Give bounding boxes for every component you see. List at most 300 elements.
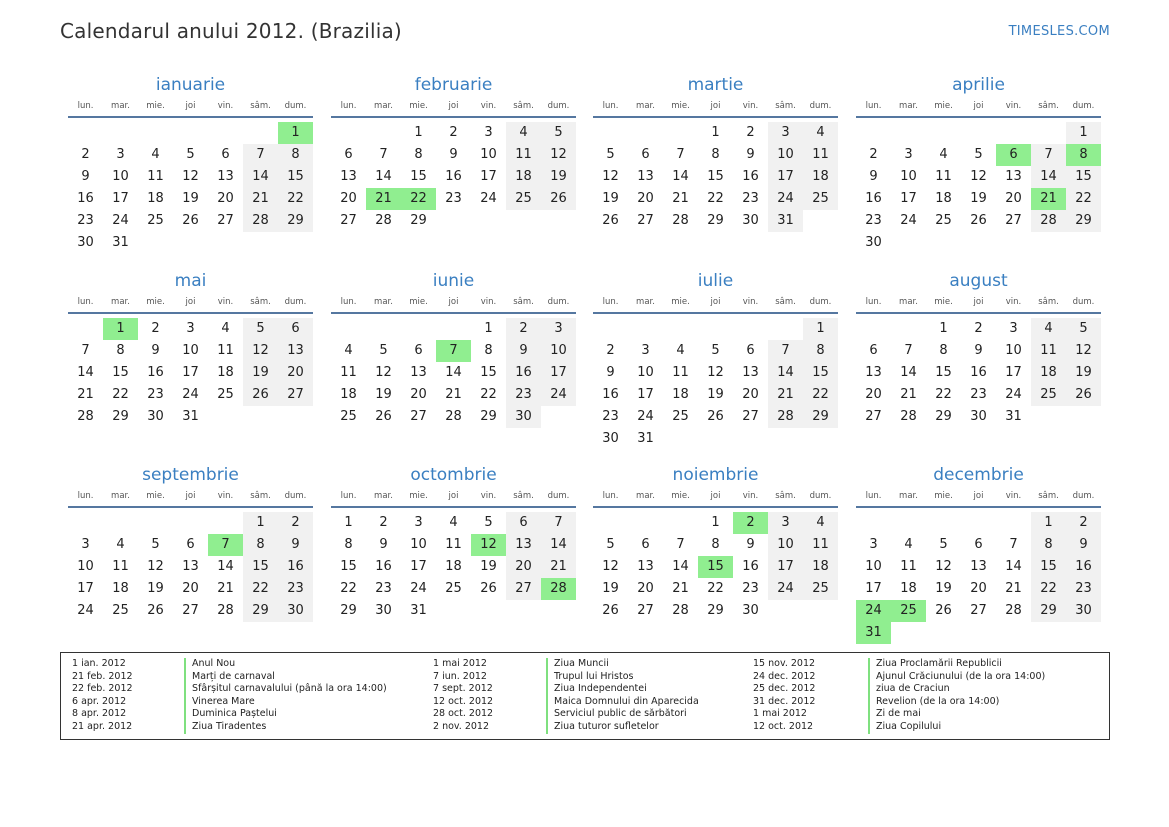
day-cell: 25: [147, 213, 164, 228]
weekday-label: mie.: [671, 101, 690, 111]
day-cell: 1: [243, 512, 278, 534]
weekday-label: vin.: [217, 297, 234, 307]
day-cell: 26: [1066, 384, 1101, 406]
empty-cell: [173, 122, 208, 144]
weekday-label: dum.: [547, 101, 570, 111]
weekday-label: mar.: [111, 101, 130, 111]
day-cell: 10: [541, 340, 576, 362]
day-cell: 27: [637, 213, 654, 228]
day-cell: 8: [278, 144, 313, 166]
empty-cell: [698, 318, 733, 340]
holiday-cell: 24: [856, 600, 891, 622]
weekday-label: mie.: [146, 101, 165, 111]
day-cell: 3: [768, 512, 803, 534]
day-cell: 11: [1031, 340, 1066, 362]
day-cell: 4: [803, 512, 838, 534]
empty-cell: [593, 512, 628, 534]
day-cell: 3: [869, 537, 878, 552]
weekday-label: joi: [973, 297, 984, 307]
holiday-cell: 31: [856, 622, 891, 644]
day-cell: 7: [1009, 537, 1018, 552]
month-name: iunie: [432, 271, 475, 291]
weekday-label: joi: [185, 101, 196, 111]
header-rule: [68, 506, 313, 508]
weekday-label: dum.: [284, 297, 307, 307]
day-cell: 28: [375, 213, 392, 228]
holiday-cell: 28: [541, 578, 576, 600]
day-cell: 29: [935, 409, 952, 424]
day-cell: 28: [672, 603, 689, 618]
day-cell: 8: [484, 343, 493, 358]
day-cell: 15: [340, 559, 357, 574]
day-cell: 7: [676, 147, 685, 162]
holiday-cell: 7: [436, 340, 471, 362]
weekday-label: joi: [973, 491, 984, 501]
day-cell: 30: [970, 409, 987, 424]
day-cell: 16: [147, 365, 164, 380]
day-cell: 24: [541, 384, 576, 406]
day-cell: 4: [506, 122, 541, 144]
day-cell: 18: [935, 191, 952, 206]
day-cell: 5: [606, 147, 615, 162]
day-cell: 12: [602, 169, 619, 184]
day-cell: 11: [803, 144, 838, 166]
day-cell: 29: [278, 210, 313, 232]
day-cell: 20: [340, 191, 357, 206]
day-cell: 31: [112, 235, 129, 250]
day-cell: 21: [1005, 581, 1022, 596]
weekday-header: [68, 98, 313, 114]
day-cell: 12: [541, 144, 576, 166]
empty-cell: [138, 512, 173, 534]
month-mai: [68, 268, 313, 428]
empty-cell: [593, 122, 628, 144]
day-cell: 16: [278, 556, 313, 578]
day-cell: 15: [803, 362, 838, 384]
day-cell: 2: [379, 515, 388, 530]
month-iunie: [331, 268, 576, 428]
day-cell: 24: [900, 213, 917, 228]
day-cell: 4: [344, 343, 353, 358]
day-cell: 12: [1066, 340, 1101, 362]
day-cell: 29: [340, 603, 357, 618]
holiday-date: 8 apr. 2012: [72, 708, 127, 720]
weekday-label: mar.: [374, 491, 393, 501]
holiday-date: 25 dec. 2012: [753, 683, 816, 695]
day-cell: 25: [445, 581, 462, 596]
empty-cell: [68, 318, 103, 340]
day-cell: 20: [1005, 191, 1022, 206]
day-cell: 13: [340, 169, 357, 184]
weekday-label: lun.: [77, 297, 94, 307]
days-grid: [856, 318, 1101, 428]
days-grid: [593, 318, 838, 450]
weekday-label: sâm.: [1038, 101, 1059, 111]
day-cell: 19: [707, 387, 724, 402]
day-cell: 18: [803, 166, 838, 188]
day-cell: 10: [865, 559, 882, 574]
day-cell: 7: [379, 147, 388, 162]
day-cell: 7: [243, 144, 278, 166]
days-grid: [331, 512, 576, 622]
day-cell: 22: [340, 581, 357, 596]
day-cell: 11: [147, 169, 164, 184]
day-cell: 18: [506, 166, 541, 188]
day-cell: 15: [243, 556, 278, 578]
day-cell: 8: [1031, 534, 1066, 556]
day-cell: 24: [480, 191, 497, 206]
day-cell: 19: [1066, 362, 1101, 384]
day-cell: 20: [637, 191, 654, 206]
weekday-label: dum.: [1072, 101, 1095, 111]
day-cell: 21: [217, 581, 234, 596]
month-octombrie: [331, 462, 576, 622]
weekday-label: joi: [185, 297, 196, 307]
month-iulie: [593, 268, 838, 450]
weekday-label: sâm.: [250, 101, 271, 111]
weekday-label: vin.: [217, 101, 234, 111]
day-cell: 9: [974, 343, 983, 358]
day-cell: 6: [186, 537, 195, 552]
holiday-name: Ziua Tiradentes: [184, 721, 266, 734]
day-cell: 8: [116, 343, 125, 358]
day-cell: 15: [112, 365, 129, 380]
weekday-label: vin.: [217, 491, 234, 501]
holiday-cell: 25: [891, 600, 926, 622]
day-cell: 16: [77, 191, 94, 206]
day-cell: 27: [742, 409, 759, 424]
day-cell: 31: [410, 603, 427, 618]
weekday-header: [856, 488, 1101, 504]
day-cell: 7: [1031, 144, 1066, 166]
holiday-date: 31 dec. 2012: [753, 695, 816, 707]
day-cell: 25: [803, 188, 838, 210]
holiday-cell: 2: [733, 512, 768, 534]
month-name: noiembrie: [672, 465, 759, 485]
day-cell: 28: [445, 409, 462, 424]
day-cell: 4: [1031, 318, 1066, 340]
holiday-name: ziua de Craciun: [868, 683, 950, 696]
day-cell: 24: [410, 581, 427, 596]
day-cell: 29: [707, 603, 724, 618]
days-grid: [68, 122, 313, 254]
weekday-label: sâm.: [250, 491, 271, 501]
day-cell: 5: [711, 343, 720, 358]
day-cell: 5: [1066, 318, 1101, 340]
empty-cell: [138, 122, 173, 144]
day-cell: 13: [970, 559, 987, 574]
empty-cell: [208, 122, 243, 144]
weekday-label: dum.: [284, 101, 307, 111]
day-cell: 28: [217, 603, 234, 618]
day-cell: 17: [112, 191, 129, 206]
day-cell: 18: [445, 559, 462, 574]
day-cell: 18: [672, 387, 689, 402]
day-cell: 17: [480, 169, 497, 184]
days-grid: [593, 122, 838, 232]
weekday-label: lun.: [865, 491, 882, 501]
empty-cell: [663, 318, 698, 340]
month-name: martie: [687, 75, 744, 95]
day-cell: 11: [506, 144, 541, 166]
header-rule: [68, 312, 313, 314]
day-cell: 11: [112, 559, 129, 574]
holiday-cell: 12: [471, 534, 506, 556]
day-cell: 14: [77, 365, 94, 380]
holiday-cell: 15: [698, 556, 733, 578]
day-cell: 19: [480, 559, 497, 574]
day-cell: 22: [243, 578, 278, 600]
holiday-date: 15 nov. 2012: [753, 658, 816, 669]
holiday-date: 22 feb. 2012: [72, 683, 133, 695]
empty-cell: [856, 318, 891, 340]
day-cell: 5: [541, 122, 576, 144]
month-name: iulie: [697, 271, 734, 291]
day-cell: 9: [278, 534, 313, 556]
day-cell: 29: [707, 213, 724, 228]
day-cell: 13: [637, 559, 654, 574]
day-cell: 3: [768, 122, 803, 144]
holiday-date: 21 apr. 2012: [72, 720, 133, 732]
day-cell: 7: [81, 343, 90, 358]
weekday-label: mie.: [146, 491, 165, 501]
weekday-header: [331, 98, 576, 114]
day-cell: 2: [869, 147, 878, 162]
weekday-label: vin.: [1005, 297, 1022, 307]
holiday-legend: [60, 652, 1110, 740]
weekday-label: sâm.: [775, 101, 796, 111]
day-cell: 8: [711, 147, 720, 162]
day-cell: 10: [182, 343, 199, 358]
header-rule: [856, 116, 1101, 118]
holiday-cell: 8: [1066, 144, 1101, 166]
holiday-date: 7 iun. 2012: [433, 670, 487, 682]
empty-cell: [926, 512, 961, 534]
holiday-cell: 1: [278, 122, 313, 144]
holiday-date: 1 mai 2012: [433, 658, 487, 669]
day-cell: 17: [77, 581, 94, 596]
empty-cell: [733, 318, 768, 340]
day-cell: 24: [637, 409, 654, 424]
day-cell: 9: [151, 343, 160, 358]
day-cell: 18: [1031, 362, 1066, 384]
empty-cell: [331, 122, 366, 144]
day-cell: 17: [410, 559, 427, 574]
day-cell: 5: [974, 147, 983, 162]
day-cell: 20: [506, 556, 541, 578]
day-cell: 27: [410, 409, 427, 424]
day-cell: 23: [147, 387, 164, 402]
weekday-header: [68, 294, 313, 310]
day-cell: 13: [217, 169, 234, 184]
day-cell: 22: [1031, 578, 1066, 600]
day-cell: 5: [379, 343, 388, 358]
day-cell: 23: [445, 191, 462, 206]
day-cell: 16: [506, 362, 541, 384]
month-name: octombrie: [410, 465, 497, 485]
brand-link[interactable]: TIMESLES.COM: [1008, 24, 1110, 39]
day-cell: 28: [672, 213, 689, 228]
header-rule: [331, 312, 576, 314]
weekday-label: vin.: [480, 101, 497, 111]
weekday-header: [593, 488, 838, 504]
day-cell: 28: [243, 210, 278, 232]
days-grid: [856, 512, 1101, 644]
day-cell: 27: [340, 213, 357, 228]
day-cell: 3: [904, 147, 913, 162]
day-cell: 8: [711, 537, 720, 552]
days-grid: [331, 122, 576, 232]
day-cell: 21: [768, 384, 803, 406]
day-cell: 26: [935, 603, 952, 618]
day-cell: 20: [410, 387, 427, 402]
day-cell: 10: [768, 534, 803, 556]
month-august: [856, 268, 1101, 428]
day-cell: 13: [410, 365, 427, 380]
day-cell: 19: [970, 191, 987, 206]
weekday-label: dum.: [1072, 297, 1095, 307]
day-cell: 25: [672, 409, 689, 424]
day-cell: 9: [606, 365, 615, 380]
weekday-label: sâm.: [513, 491, 534, 501]
day-cell: 25: [112, 603, 129, 618]
month-name: decembrie: [933, 465, 1024, 485]
weekday-label: joi: [710, 491, 721, 501]
days-grid: [856, 122, 1101, 254]
weekday-label: mar.: [111, 297, 130, 307]
empty-cell: [961, 122, 996, 144]
holiday-name: Trupul lui Hristos: [546, 671, 634, 684]
day-cell: 13: [506, 534, 541, 556]
day-cell: 17: [182, 365, 199, 380]
day-cell: 9: [1066, 534, 1101, 556]
day-cell: 16: [1066, 556, 1101, 578]
holiday-date: 21 feb. 2012: [72, 670, 133, 682]
weekday-label: lun.: [77, 101, 94, 111]
day-cell: 31: [182, 409, 199, 424]
month-name: februarie: [414, 75, 493, 95]
day-cell: 20: [217, 191, 234, 206]
day-cell: 2: [449, 125, 458, 140]
day-cell: 28: [768, 406, 803, 428]
day-cell: 14: [375, 169, 392, 184]
day-cell: 15: [1031, 556, 1066, 578]
day-cell: 9: [746, 147, 755, 162]
day-cell: 29: [112, 409, 129, 424]
empty-cell: [891, 512, 926, 534]
header-rule: [331, 116, 576, 118]
weekday-label: mar.: [636, 297, 655, 307]
day-cell: 30: [602, 431, 619, 446]
day-cell: 15: [1066, 166, 1101, 188]
day-cell: 17: [1005, 365, 1022, 380]
weekday-label: sâm.: [513, 101, 534, 111]
day-cell: 3: [541, 318, 576, 340]
day-cell: 17: [637, 387, 654, 402]
empty-cell: [103, 512, 138, 534]
day-cell: 11: [445, 537, 462, 552]
empty-cell: [366, 318, 401, 340]
day-cell: 30: [506, 406, 541, 428]
day-cell: 23: [742, 191, 759, 206]
weekday-label: lun.: [602, 297, 619, 307]
day-cell: 16: [742, 169, 759, 184]
day-cell: 27: [1005, 213, 1022, 228]
day-cell: 22: [480, 387, 497, 402]
weekday-label: joi: [448, 491, 459, 501]
day-cell: 14: [445, 365, 462, 380]
month-martie: [593, 72, 838, 232]
day-cell: 4: [803, 122, 838, 144]
weekday-label: sâm.: [513, 297, 534, 307]
day-cell: 16: [602, 387, 619, 402]
day-cell: 23: [1066, 578, 1101, 600]
weekday-label: dum.: [809, 297, 832, 307]
month-februarie: [331, 72, 576, 232]
weekday-label: joi: [185, 491, 196, 501]
weekday-header: [331, 488, 576, 504]
holiday-date: 28 oct. 2012: [433, 708, 494, 720]
day-cell: 14: [243, 166, 278, 188]
weekday-label: mie.: [671, 491, 690, 501]
weekday-label: mie.: [934, 491, 953, 501]
weekday-label: vin.: [480, 491, 497, 501]
day-cell: 17: [865, 581, 882, 596]
holiday-name: Duminica Paștelui: [184, 708, 277, 721]
day-cell: 1: [803, 318, 838, 340]
day-cell: 28: [77, 409, 94, 424]
weekday-header: [856, 294, 1101, 310]
day-cell: 13: [278, 340, 313, 362]
day-cell: 5: [186, 147, 195, 162]
day-cell: 30: [147, 409, 164, 424]
day-cell: 18: [900, 581, 917, 596]
empty-cell: [856, 122, 891, 144]
empty-cell: [103, 122, 138, 144]
day-cell: 24: [182, 387, 199, 402]
day-cell: 6: [869, 343, 878, 358]
day-cell: 3: [484, 125, 493, 140]
day-cell: 4: [904, 537, 913, 552]
weekday-label: joi: [710, 101, 721, 111]
month-noiembrie: [593, 462, 838, 622]
month-name: aprilie: [952, 75, 1005, 95]
day-cell: 3: [186, 321, 195, 336]
holiday-date: 6 apr. 2012: [72, 695, 127, 707]
holiday-cell: 6: [996, 144, 1031, 166]
day-cell: 26: [182, 213, 199, 228]
day-cell: 11: [672, 365, 689, 380]
day-cell: 4: [221, 321, 230, 336]
empty-cell: [891, 122, 926, 144]
day-cell: 23: [278, 578, 313, 600]
holiday-name: Vinerea Mare: [184, 696, 255, 709]
empty-cell: [996, 512, 1031, 534]
day-cell: 30: [865, 235, 882, 250]
day-cell: 23: [602, 409, 619, 424]
day-cell: 17: [768, 166, 803, 188]
header-rule: [331, 506, 576, 508]
day-cell: 5: [939, 537, 948, 552]
day-cell: 26: [970, 213, 987, 228]
day-cell: 18: [803, 556, 838, 578]
day-cell: 24: [768, 188, 803, 210]
day-cell: 16: [970, 365, 987, 380]
day-cell: 2: [278, 512, 313, 534]
day-cell: 19: [375, 387, 392, 402]
day-cell: 18: [112, 581, 129, 596]
day-cell: 16: [375, 559, 392, 574]
